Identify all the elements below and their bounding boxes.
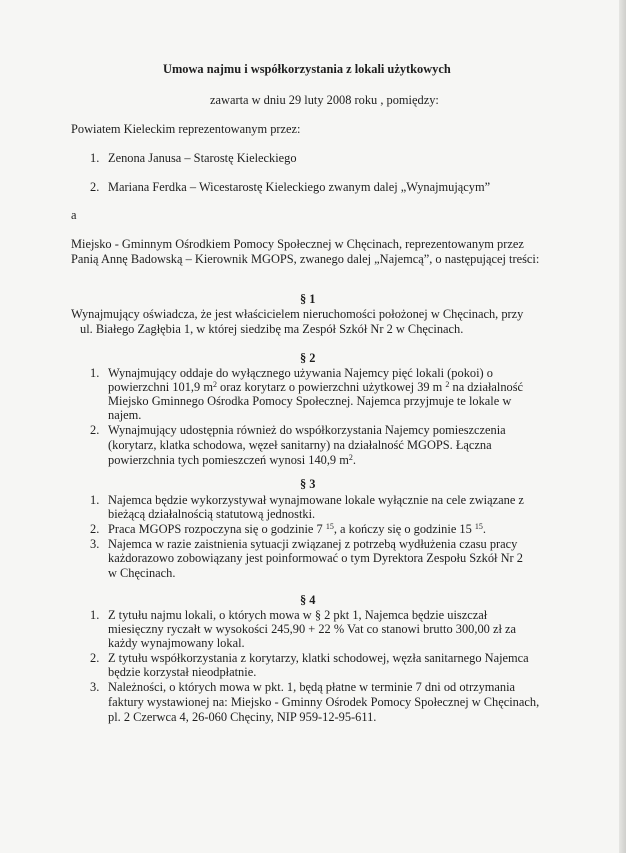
paragraph-line: miesięczny ryczałt w wysokości 245,90 + 22 % Vat co stanowi brutto 300,00 zł za (108, 622, 516, 636)
paragraph-line: Miejsko Gminnego Ośrodka Pomocy Społecznej. Najemca przyjmuje te lokale w (108, 394, 512, 408)
list-number: 1. (90, 151, 100, 165)
section-heading: § 4 (300, 593, 316, 607)
section-heading: § 2 (300, 351, 316, 365)
paragraph-line (108, 453, 356, 467)
superscript: 2 (212, 380, 217, 389)
superscript: 2 (348, 453, 353, 462)
paragraph-line: Z tytułu współkorzystania z korytarzy, klatki schodowej, węzła sanitarnego Najemca (108, 651, 529, 665)
party2-line: Miejsko - Gminnym Ośrodkiem Pomocy Społecznej w Chęcinach, reprezentowanym przez (71, 237, 524, 251)
text-run: Praca MGOPS rozpoczyna się o godzinie 7 (108, 522, 326, 536)
superscript: 15 (474, 522, 483, 531)
paragraph-line: Wynajmujący udostępnia również do współkorzystania Najemcy pomieszczenia (108, 423, 506, 437)
text-run: na działalność (449, 380, 524, 394)
paragraph-line: Z tytułu najmu lokali, o których mowa w § 2 pkt 1, Najemca będzie uiszczał (108, 608, 488, 622)
list-number: 3. (90, 680, 100, 694)
paragraph-line: Najemca w razie zaistnienia sytuacji związanej z potrzebą wydłużenia czasu pracy (108, 537, 518, 551)
section-heading: § 3 (300, 477, 316, 491)
paragraph-line: Wynajmujący oddaje do wyłącznego używania Najemcy pięć lokali (pokoi) o (108, 366, 493, 380)
text-run: oraz korytarz o powierzchni użytkowej 39 m (216, 380, 446, 394)
party1-item: Mariana Ferdka – Wicestarostę Kieleckiego zwanym dalej „Wynajmującym” (108, 180, 491, 194)
paragraph-line: (korytarz, klatka schodowa, węzeł sanitarny) na działalność MGOPS. Łączna (108, 438, 492, 452)
paragraph-line: Wynajmujący oświadcza, że jest właścicielem nieruchomości położonej w Chęcinach, przy (71, 307, 524, 321)
paragraph-line (108, 522, 486, 536)
party1-intro: Powiatem Kieleckim reprezentowanym przez: (71, 122, 301, 136)
paragraph-line: Należności, o których mowa w pkt. 1, będą płatne w terminie 7 dni od otrzymania (108, 680, 516, 694)
list-number: 2. (90, 651, 100, 665)
paragraph-line: ul. Białego Zagłębia 1, w której siedzibę ma Zespół Szkół Nr 2 w Chęcinach. (80, 322, 464, 336)
page-edge-shadow (619, 0, 626, 853)
superscript: 2 (445, 380, 450, 389)
list-number: 1. (90, 608, 100, 622)
conjunction: a (71, 208, 77, 222)
list-number: 2. (90, 522, 100, 536)
list-number: 2. (90, 180, 100, 194)
text-run: . (482, 522, 487, 536)
paragraph-line: pl. 2 Czerwca 4, 26-060 Chęciny, NIP 959-12-95-611. (108, 710, 377, 724)
paragraph-line: Najemca będzie wykorzystywał wynajmowane lokale wyłącznie na cele związane z (108, 493, 524, 507)
list-number: 3. (90, 537, 100, 551)
paragraph-line: bieżącą działalnością statutową jednostki. (108, 507, 316, 521)
list-number: 1. (90, 493, 100, 507)
paragraph-line: faktury wystawionej na: Miejsko - Gminny Ośrodek Pomocy Społecznej w Chęcinach, (108, 695, 540, 709)
paragraph-line: będzie korzystał nieodpłatnie. (108, 665, 257, 679)
section-heading: § 1 (300, 292, 316, 306)
text-run: powierzchni 101,9 m (108, 380, 213, 394)
list-number: 1. (90, 366, 100, 380)
paragraph-line: w Chęcinach. (108, 566, 176, 580)
paragraph-line: każdy wynajmowany lokal. (108, 636, 245, 650)
paragraph-line: najem. (108, 408, 142, 422)
superscript: 15 (325, 522, 334, 531)
party1-item: Zenona Janusa – Starostę Kieleckiego (108, 151, 297, 165)
date-line: zawarta w dniu 29 luty 2008 roku , pomiędzy: (210, 93, 439, 107)
text-run: , a kończy się o godzinie 15 (333, 522, 475, 536)
document-title: Umowa najmu i współkorzystania z lokali użytkowych (163, 62, 451, 76)
list-number: 2. (90, 423, 100, 437)
paragraph-line: każdorazowo zobowiązany jest poinformować o tym Dyrektora Zespołu Szkół Nr 2 (108, 551, 523, 565)
party2-line: Panią Annę Badowską – Kierownik MGOPS, zwanego dalej „Najemcą”, o następującej treści: (71, 252, 540, 266)
text-run: powierzchnia tych pomieszczeń wynosi 140,9 m (108, 453, 349, 467)
paragraph-line (108, 380, 523, 394)
text-run: . (352, 453, 356, 467)
